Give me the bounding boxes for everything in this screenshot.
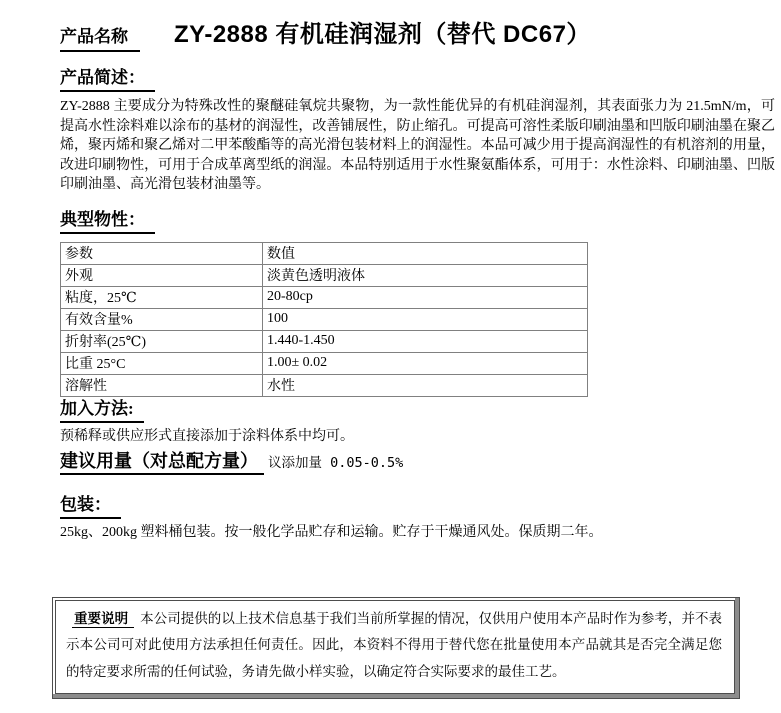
section-packaging (60, 495, 775, 543)
brief-text: ZY-2888 主要成分为特殊改性的聚醚硅氧烷共聚物，为一款性能优异的有机硅润湿剂，其表面张力为 21.5mN/m，可提高水性涂料难以涂布的基材的润湿性，改善铺展性，防止缩孔。可提高可溶性柔版印刷油墨和凹版印刷油墨在聚乙烯，聚丙烯和聚乙烯对二甲苯酸酯等的高光滑包装材料上的润湿性。本品可减少用于提高润湿性的有机溶剂的用量，改进印刷物性，可用于合成革离型纸的润湿。本品特别适用于水性聚氨酯体系，可用于：水性涂料、印刷油墨、凹版印刷油墨、高光滑包装材油墨等。 (60, 99, 775, 192)
section-properties (60, 210, 775, 397)
packaging-text: 25kg、200kg 塑料桶包装。按一般化学品贮存和运输。贮存于干燥通风处。保质期二年。 (60, 525, 603, 540)
table-row (61, 374, 588, 396)
addition-text: 预稀释或供应形式直接添加于涂料体系中均可。 (60, 428, 354, 444)
table-header-row (61, 242, 588, 264)
table-header-value: 数值 (263, 242, 588, 264)
section-heading-packaging: 包装： (60, 495, 121, 519)
table-cell-parameter: 有效含量% (61, 308, 263, 330)
section-heading-properties: 典型物性： (60, 210, 155, 234)
product-title: ZY-2888 有机硅润湿剂（替代 DC67） (174, 21, 591, 48)
table-cell-parameter: 折射率(25℃) (61, 330, 263, 352)
table-row (61, 286, 588, 308)
table-row (61, 330, 588, 352)
section-brief (60, 68, 775, 195)
dosage-text: 议添加量 0.05-0.5% (268, 455, 404, 471)
table-cell-parameter: 外观 (61, 264, 263, 286)
table-cell-value: 1.440-1.450 (263, 330, 588, 352)
document-header (60, 14, 775, 52)
section-addition (60, 399, 775, 447)
table-cell-value: 20-80cp (263, 286, 588, 308)
section-heading-brief: 产品简述： (60, 68, 155, 92)
notice-label: 重要说明 (72, 611, 134, 628)
section-dosage (60, 450, 775, 475)
table-cell-value: 100 (263, 308, 588, 330)
product-name-label: 产品名称 (60, 22, 140, 52)
table-cell-parameter: 溶解性 (61, 374, 263, 396)
table-row (61, 352, 588, 374)
table-cell-parameter: 粘度，25℃ (61, 286, 263, 308)
dosage-heading: 建议用量（对总配方量） (60, 450, 264, 475)
properties-table (60, 242, 588, 397)
table-row (61, 308, 588, 330)
table-cell-value: 淡黄色透明液体 (263, 264, 588, 286)
table-cell-value: 1.00± 0.02 (263, 352, 588, 374)
notice-text: 本公司提供的以上技术信息基于我们当前所掌握的情况，仅供用户使用本产品时作为参考，并不表示本公司可对此使用方法承担任何责任。因此，本资料不得用于替代您在批量使用本产品就其是否完全满足您的特定要求所需的任何试验，务请先做小样实验，以确定符合实际要求的最佳工艺。 (66, 610, 723, 679)
table-header-parameter: 参数 (61, 242, 263, 264)
notice-box (52, 597, 740, 700)
notice-content (55, 600, 735, 695)
table-row (61, 264, 588, 286)
section-heading-addition: 加入方法: (60, 399, 144, 423)
table-cell-parameter: 比重 25°C (61, 352, 263, 374)
table-cell-value: 水性 (263, 374, 588, 396)
